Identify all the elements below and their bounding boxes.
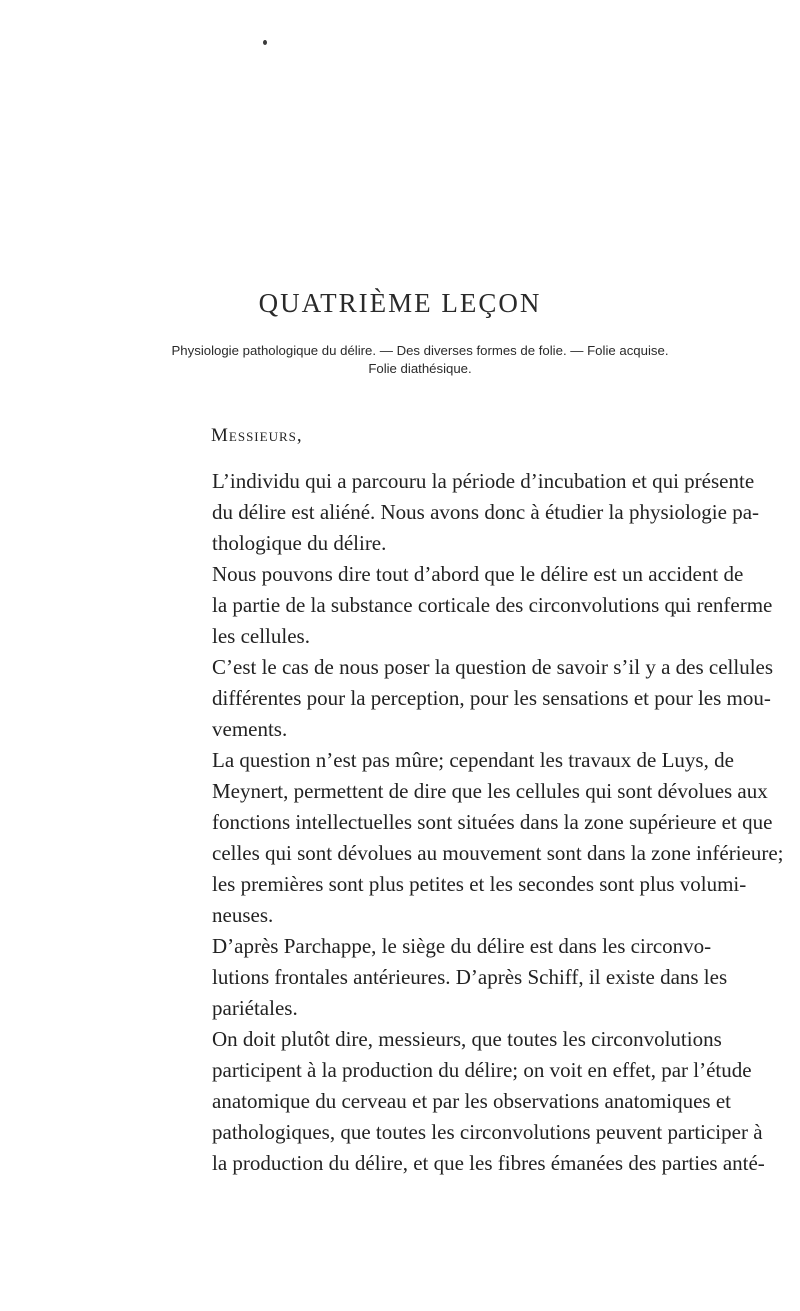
text-line: D’après Parchappe, le siège du délire est dans les circonvo- — [212, 934, 712, 958]
text-line: Nous pouvons dire tout d’abord que le délire est un accident de — [212, 562, 744, 586]
ink-speck — [263, 40, 267, 45]
salutation: Messieurs, — [211, 425, 303, 446]
text-line: différentes pour la perception, pour les sensations et pour les mou- — [212, 686, 771, 710]
lesson-title: QUATRIÈME LEÇON — [258, 288, 542, 318]
text-line: thologique du délire. — [212, 531, 387, 555]
text-line: L’individu qui a parcouru la période d’incubation et qui présente — [212, 469, 755, 493]
text-line: pathologiques, que toutes les circonvolutions peuvent participer à — [212, 1120, 763, 1144]
text-line: les cellules. — [212, 624, 310, 648]
text-line: pariétales. — [212, 996, 298, 1020]
text-line: La question n’est pas mûre; cependant les travaux de Luys, de — [212, 748, 734, 772]
text-line: la partie de la substance corticale des circonvolutions qui renferme — [212, 593, 773, 617]
text-line: Meynert, permettent de dire que les cellules qui sont dévolues aux — [212, 779, 768, 803]
text-line: du délire est aliéné. Nous avons donc à étudier la physiologie pa- — [212, 500, 760, 524]
paragraph — [212, 745, 784, 931]
text-line: On doit plutôt dire, messieurs, que toutes les circonvolutions — [212, 1027, 722, 1051]
text-line: neuses. — [212, 903, 274, 927]
paragraph — [212, 931, 728, 1024]
text-line: fonctions intellectuelles sont situées dans la zone supérieure et que — [212, 810, 773, 834]
paragraph — [212, 1024, 765, 1179]
lesson-summary — [150, 342, 690, 378]
text-line: lutions frontales antérieures. D’après Schiff, il existe dans les — [212, 965, 728, 989]
text-line: participent à la production du délire; on voit en effet, par l’étude — [212, 1058, 752, 1082]
text-line: vements. — [212, 717, 288, 741]
paragraph — [212, 466, 760, 559]
summary-line: Physiologie pathologique du délire. — Des diverses formes de folie. — Folie acquise. — [171, 343, 669, 358]
summary-line: Folie diathésique. — [368, 361, 472, 376]
paragraph — [212, 559, 773, 652]
text-line: les premières sont plus petites et les secondes sont plus volumi- — [212, 872, 747, 896]
text-line: la production du délire, et que les fibres émanées des parties anté- — [212, 1151, 765, 1175]
paragraph — [212, 652, 774, 745]
text-line: celles qui sont dévolues au mouvement sont dans la zone inférieure; — [212, 841, 784, 865]
text-line: anatomique du cerveau et par les observations anatomiques et — [212, 1089, 731, 1113]
text-line: C’est le cas de nous poser la question de savoir s’il y a des cellules — [212, 655, 774, 679]
